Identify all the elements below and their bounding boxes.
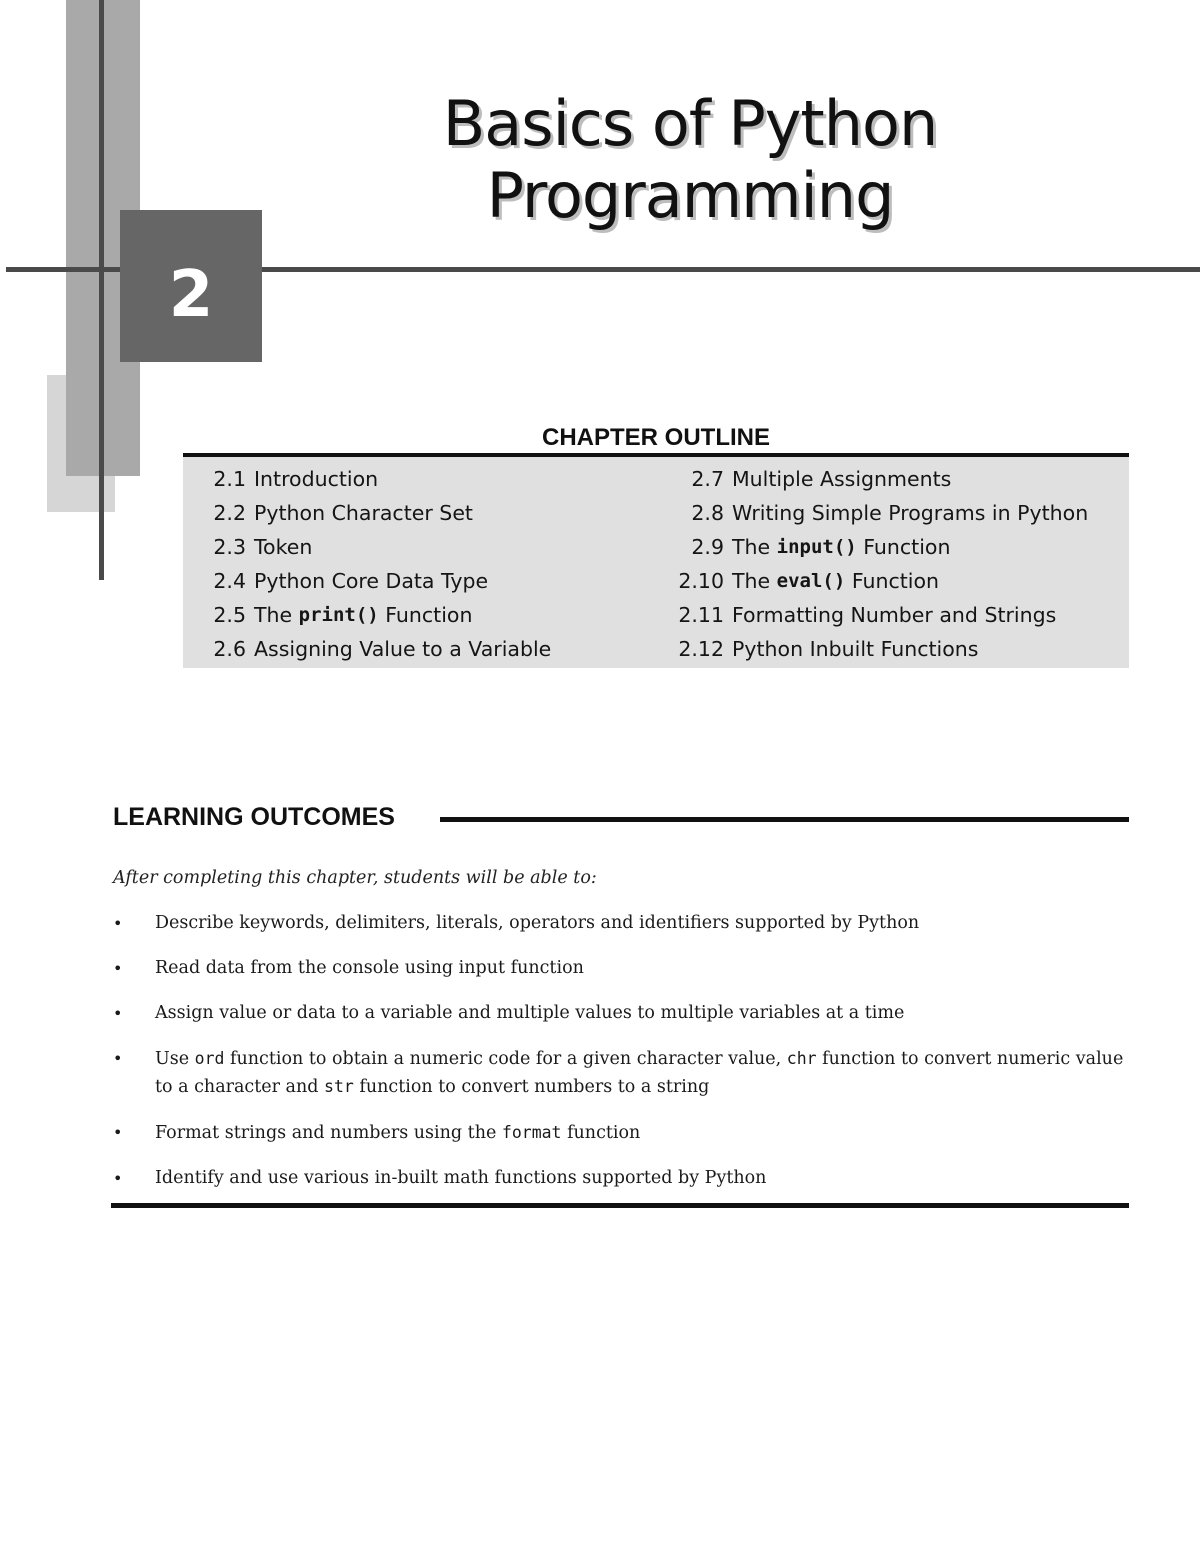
chapter-title-line2: Programming <box>486 159 894 232</box>
list-item-text: function to obtain a numeric code for a given character value, <box>224 1049 787 1069</box>
learning-outcomes-rule <box>440 817 1129 822</box>
outline-item <box>669 598 1088 632</box>
outline-item-label: The <box>254 603 299 627</box>
chapter-number: 2 <box>168 258 214 332</box>
list-item-text: Format strings and numbers using the <box>155 1123 502 1143</box>
outline-heading: CHAPTER OUTLINE <box>542 424 770 451</box>
list-item <box>113 955 1133 982</box>
outline-item-number: 2.12 <box>678 637 724 661</box>
outline-item <box>669 530 1088 564</box>
list-item-text: Identify and use various in-built math functions supported by Python <box>155 1168 767 1188</box>
list-item-text: function to convert numeric value to a character and <box>155 1049 1129 1097</box>
outline-item-number: 2.7 <box>691 467 724 491</box>
chapter-outline <box>183 457 1129 668</box>
list-item <box>113 1000 1133 1027</box>
outline-item-code: print() <box>298 604 379 626</box>
outline-item-label-suffix: Function <box>856 535 951 559</box>
outline-item-label: The <box>732 535 777 559</box>
outline-item-number: 2.6 <box>213 637 246 661</box>
inline-code: ord <box>194 1049 225 1068</box>
list-item <box>113 1119 1133 1147</box>
bullet-icon: • <box>113 1123 123 1142</box>
outline-item <box>669 496 1088 530</box>
list-item-text: Assign value or data to a variable and multiple values to multiple variables at a time <box>155 1003 905 1023</box>
outline-item-number: 2.10 <box>678 569 724 593</box>
outline-item <box>191 496 551 530</box>
outline-item-code: input() <box>776 536 857 558</box>
outline-item-label: Multiple Assignments <box>732 467 952 491</box>
outline-item-number: 2.3 <box>213 535 246 559</box>
chapter-title <box>380 88 1000 232</box>
outline-item-number: 2.2 <box>213 501 246 525</box>
learning-outcomes-list <box>113 910 1133 1210</box>
bullet-icon: • <box>113 1169 123 1188</box>
learning-outcomes-heading: LEARNING OUTCOMES <box>113 803 405 832</box>
inline-code: str <box>324 1077 354 1096</box>
decorative-vertical-rule <box>99 0 104 580</box>
list-item-text: Describe keywords, delimiters, literals, operators and identifiers supported by Python <box>155 913 920 933</box>
outline-item <box>191 530 551 564</box>
learning-outcomes-intro: After completing this chapter, students will be able to: <box>113 868 597 888</box>
outline-column-right <box>669 462 1088 666</box>
outline-item-number: 2.8 <box>691 501 724 525</box>
list-item <box>113 1045 1133 1101</box>
outline-item-label-suffix: Function <box>378 603 473 627</box>
outline-item-number: 2.4 <box>213 569 246 593</box>
outline-item-number: 2.5 <box>213 603 246 627</box>
outline-item <box>191 564 551 598</box>
list-item-text: function to convert numbers to a string <box>353 1077 710 1097</box>
outline-item <box>669 462 1088 496</box>
outline-item-label: Formatting Number and Strings <box>732 603 1057 627</box>
outline-item <box>191 462 551 496</box>
outline-item <box>669 564 1088 598</box>
bullet-icon: • <box>113 1004 123 1023</box>
inline-code: chr <box>786 1049 817 1068</box>
outline-item-label: Introduction <box>254 467 379 491</box>
outline-column-left <box>191 462 551 666</box>
list-item-text: Read data from the console using input function <box>155 958 584 978</box>
outline-item-number: 2.1 <box>213 467 246 491</box>
outline-item-label-suffix: Function <box>845 569 940 593</box>
outline-item-label: Token <box>254 535 313 559</box>
outline-item-label: Python Character Set <box>254 501 473 525</box>
section-end-rule <box>111 1203 1129 1208</box>
outline-item-label: Python Inbuilt Functions <box>732 637 979 661</box>
outline-item-code: eval() <box>776 570 846 592</box>
outline-item <box>669 632 1088 666</box>
list-item <box>113 910 1133 937</box>
bullet-icon: • <box>113 914 123 933</box>
chapter-number-badge <box>120 210 262 362</box>
outline-item-label: Python Core Data Type <box>254 569 489 593</box>
inline-code: format <box>501 1123 562 1142</box>
list-item <box>113 1165 1133 1192</box>
bullet-icon: • <box>113 1049 123 1068</box>
outline-item-label: Writing Simple Programs in Python <box>732 501 1089 525</box>
outline-item-label: The <box>732 569 777 593</box>
bullet-icon: • <box>113 959 123 978</box>
outline-item-label: Assigning Value to a Variable <box>254 637 552 661</box>
outline-item-number: 2.11 <box>678 603 724 627</box>
list-item-text: function <box>561 1123 641 1143</box>
chapter-title-line1: Basics of Python <box>442 87 938 160</box>
outline-item <box>191 632 551 666</box>
outline-item <box>191 598 551 632</box>
list-item-text: Use <box>155 1049 195 1069</box>
outline-item-number: 2.9 <box>691 535 724 559</box>
